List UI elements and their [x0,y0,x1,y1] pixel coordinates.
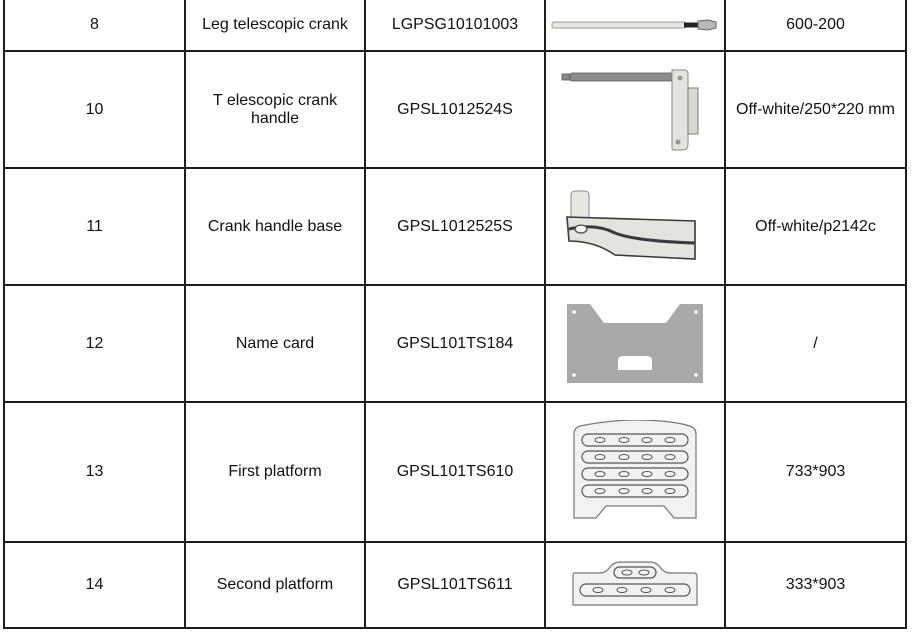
first-platform-image [545,402,725,542]
crank-base-icon [565,189,705,265]
part-code: GPSL101TS610 [365,402,545,542]
part-number: 13 [4,402,185,542]
part-name: Crank handle base [185,168,365,285]
table-row [4,0,906,51]
part-number: 11 [4,168,185,285]
part-code: GPSL101TS611 [365,542,545,628]
part-name: Second platform [185,542,365,628]
telescopic-rod-icon [550,18,720,32]
part-spec: 333*903 [725,542,906,628]
part-name: Name card [185,285,365,402]
part-spec: / [725,285,906,402]
second-platform-image [545,542,725,628]
table-row [4,168,906,285]
part-name: First platform [185,402,365,542]
part-code: LGPSG10101003 [365,0,545,51]
part-spec: Off-white/p2142c [725,168,906,285]
part-spec: 733*903 [725,402,906,542]
part-number: 10 [4,51,185,168]
parts-table [3,0,907,629]
part-number: 14 [4,542,185,628]
table-row [4,285,906,402]
part-spec: 600-200 [725,0,906,51]
table-row [4,402,906,542]
telescopic-crank-handle-image [545,51,725,168]
table-row [4,542,906,628]
part-code: GPSL1012524S [365,51,545,168]
part-spec: Off-white/250*220 mm [725,51,906,168]
part-number: 8 [4,0,185,51]
first-platform-icon [570,420,700,524]
name-card-plate-icon [564,303,706,385]
part-number: 12 [4,285,185,402]
table-row [4,51,906,168]
name-card-image [545,285,725,402]
leg-telescopic-crank-image [545,0,725,51]
crank-handle-icon [560,68,710,152]
part-code: GPSL101TS184 [365,285,545,402]
part-code: GPSL1012525S [365,168,545,285]
part-name: T elescopic crank handle [185,51,365,168]
crank-handle-base-image [545,168,725,285]
part-name: Leg telescopic crank [185,0,365,51]
second-platform-icon [570,561,700,609]
